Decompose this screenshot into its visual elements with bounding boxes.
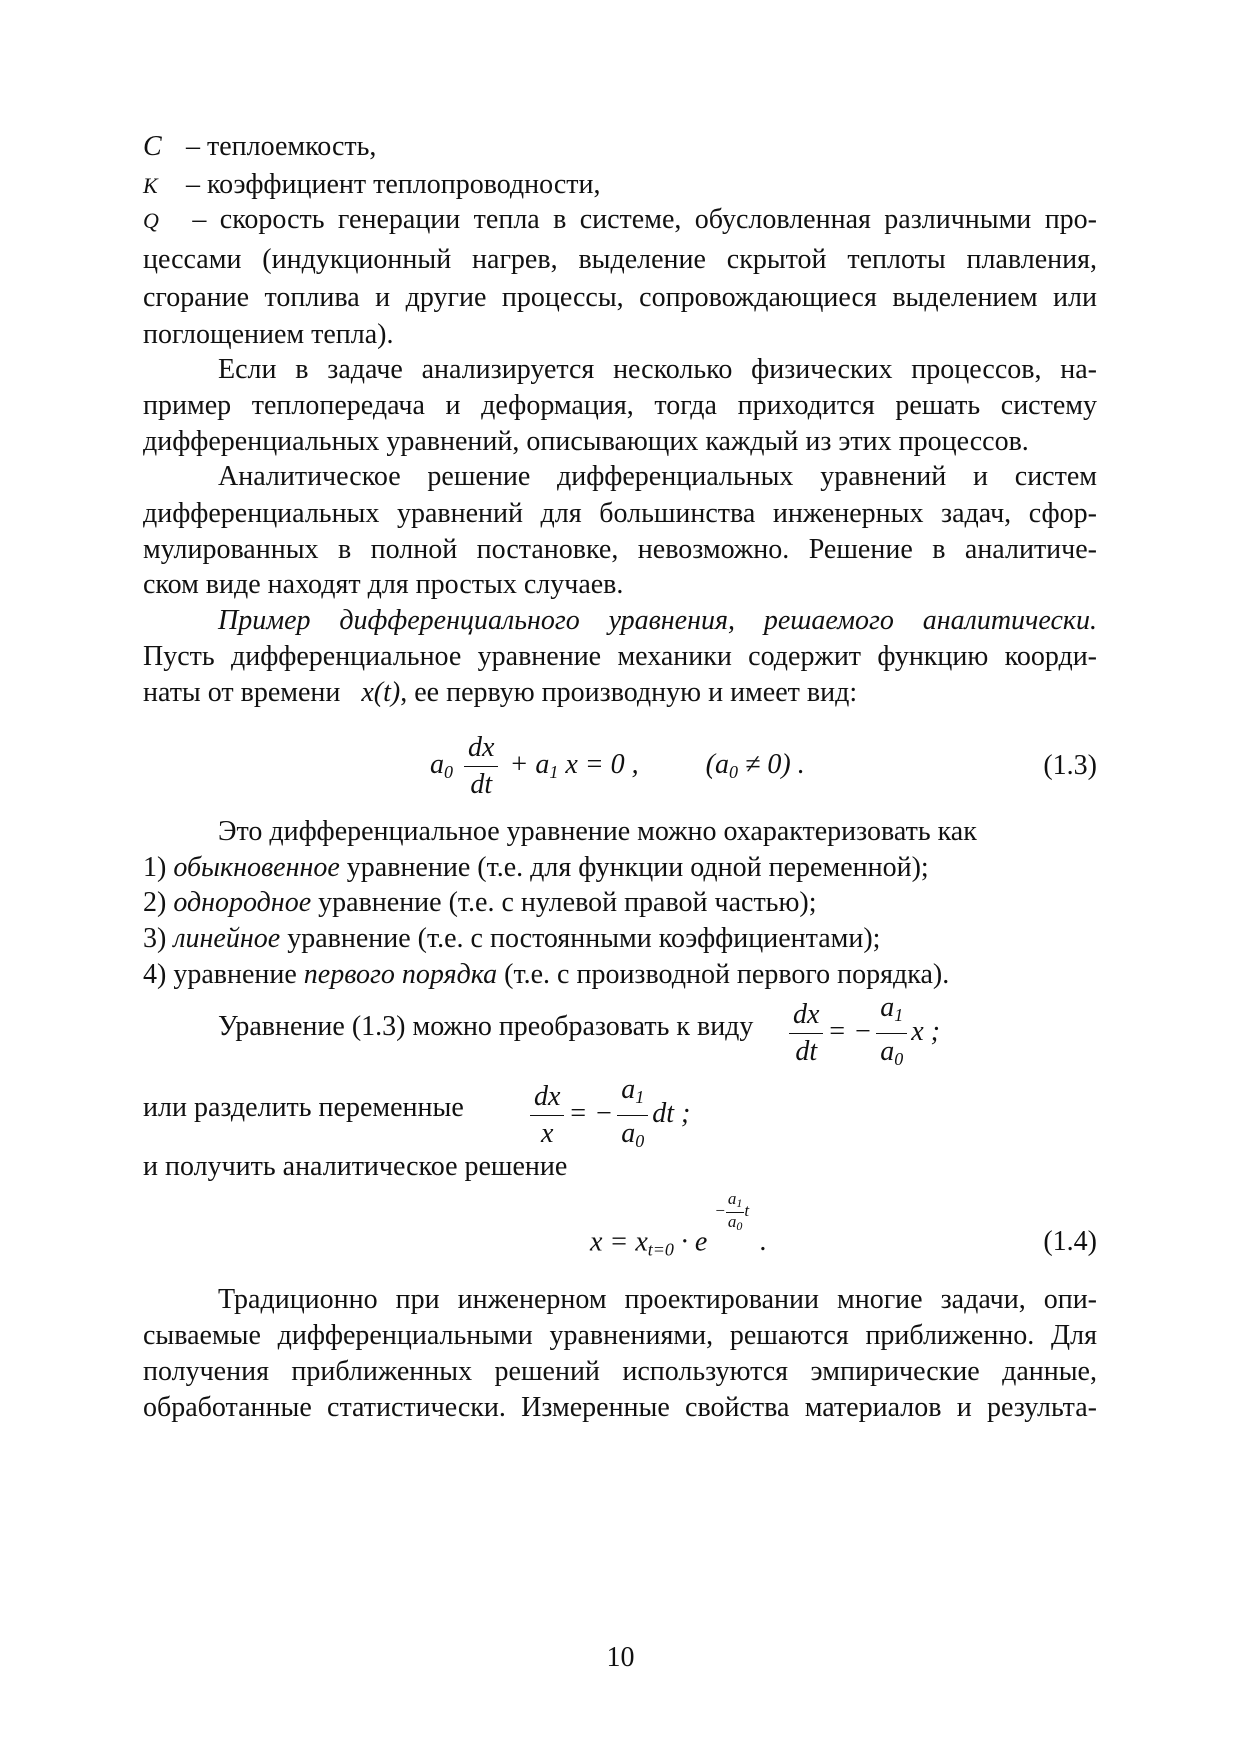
text-fragment: , ее первую производную и имеет вид: [400,677,858,708]
list-number: 2) [143,887,167,918]
eq-condition: (a [705,748,729,780]
symbol: K [143,173,158,198]
fraction-denominator: dt [470,769,493,800]
list-number: 1) [143,852,167,883]
list-text: уравнение (т.е. с постоянными коэффициентами); [287,923,881,954]
list-number: 3) [143,923,167,954]
example-heading: Пример дифференциального уравнения, решаемого аналитически. [218,605,1097,636]
fraction-denominator: x [541,1118,554,1149]
text-line: Если в задаче анализируется несколько физических процессов, на- [218,354,1097,385]
fraction-numerator: dx [530,1079,564,1116]
eq-term: a [880,992,895,1023]
list-term: обыкновенное [173,852,340,883]
eq-sub: 1 [549,761,559,782]
def-k [143,168,1097,203]
text-line: сгорание топлива и другие процессы, сопровождающиеся выделением или [143,282,1097,313]
eq-term: a [621,1074,636,1105]
equation-transform [785,990,940,1077]
list-text: (т.е. с производной первого порядка). [504,959,950,990]
eq-term: x ; [911,1015,940,1047]
eq-term: a [880,1036,895,1067]
text-line: Аналитическое решение дифференциальных уравнений и систем [218,461,1097,492]
fraction-numerator [617,1072,648,1116]
text-line: Традиционно при инженерном проектировании многие задачи, опи- [218,1284,1097,1315]
eq-sub: 1 [635,1087,645,1107]
eq-sub: 0 [736,1219,743,1233]
eq-term: · e [680,1226,708,1258]
text-line: получения приближенных решений используются эмпирические данные, [143,1356,1097,1387]
list-text: уравнение (т.е. для функции одной переменной); [346,852,929,883]
eq-term: dt ; [652,1097,691,1129]
eq-sub: t=0 [647,1239,674,1260]
exponent [714,1189,753,1233]
text-line: обработанные статистически. Измеренные свойства материалов и результа- [143,1392,1097,1423]
equation-number: (1.4) [1043,1226,1097,1257]
text-line: цессами (индукционный нагрев, выделение скрытой теплоты плавления, [143,244,1097,275]
eq-term: a [727,1189,737,1208]
list-number: 4) [143,959,167,990]
text-line: пример теплопередача и деформация, тогда приходится решать систему [143,390,1097,421]
eq-sub: 1 [894,1005,904,1025]
fraction [464,730,498,803]
eq-sub: 0 [894,1049,904,1069]
eq-term: − [714,1201,726,1221]
definition-text: – теплоемкость, [186,131,377,162]
list-item [143,958,1097,992]
equation-number: (1.3) [1043,750,1097,781]
eq-term: t [744,1201,750,1221]
text-line: сываемые дифференциальными уравнениями, решаются приближенно. Для [143,1320,1097,1351]
list-term: линейное [173,923,281,954]
eq-term: a [621,1118,636,1149]
text-fragment: наты от времени [143,677,341,708]
text-line: ском виде находят для простых случаев. [143,569,624,600]
eq-sub: 0 [444,761,453,782]
equation-separate [526,1072,690,1159]
fraction-numerator [876,990,907,1034]
fraction-numerator: dx [789,997,823,1034]
eq-term: = − [827,1015,873,1047]
eq-sub: 1 [736,1196,743,1210]
symbol: Q [143,208,159,233]
fraction [876,990,907,1077]
function-symbol: x(t) [361,677,401,708]
list-term: первого порядка [303,959,498,990]
text-line [143,676,1097,710]
text-fragment: или разделить переменные [143,1092,464,1123]
eq-term: . [759,1226,767,1258]
fraction-denominator: dt [795,1036,818,1067]
equation-1-4 [590,1189,767,1269]
list-item [143,851,1097,885]
eq-sub: 0 [729,761,738,782]
definition-text: – коэффициент теплопроводности, [186,169,601,200]
def-q [143,203,1097,238]
fraction-denominator [726,1213,745,1235]
list-term: однородное [173,887,312,918]
list-text: уравнение [173,959,297,990]
text-line: дифференциальных уравнений, описывающих каждый из этих процессов. [143,426,1029,457]
fraction-denominator [876,1034,907,1077]
eq-term: + a [509,748,550,780]
eq-sub: 0 [635,1131,645,1151]
fraction-numerator [726,1190,745,1213]
text-line: и получить аналитическое решение [143,1151,568,1182]
fraction [726,1190,745,1235]
list-item [143,922,1097,956]
symbol: C [143,131,162,162]
text-line: Это дифференциальное уравнение можно охарактеризовать как [218,816,977,847]
fraction [617,1072,648,1159]
list-text: уравнение (т.е. с нулевой правой частью); [318,887,817,918]
def-c [143,130,1097,164]
page-number: 10 [606,1642,635,1673]
fraction-numerator: dx [464,730,498,767]
text-line: Пусть дифференциальное уравнение механики содержит функцию коорди- [143,641,1097,672]
text-line: мулированных в полной постановке, невозможно. Решение в аналитиче- [143,534,1097,565]
eq-term: x = 0 , [565,748,639,780]
fraction [530,1079,564,1152]
transform-line [218,1010,1097,1044]
list-item [143,886,1097,920]
text-fragment: Уравнение (1.3) можно преобразовать к виду [218,1011,754,1042]
eq-term: x = x [590,1226,648,1258]
fraction [789,997,823,1070]
text-line: поглощением тепла). [143,319,394,350]
eq-condition: ≠ 0) . [745,748,805,780]
definition-text: – скорость генерации тепла в системе, обусловленная различными про- [192,204,1097,235]
eq-term: a [430,748,444,780]
equation-1-3 [430,730,805,803]
text-line: дифференциальных уравнений для большинства инженерных задач, сфор- [143,498,1097,529]
eq-term: = − [568,1097,614,1129]
eq-term: a [727,1212,737,1231]
